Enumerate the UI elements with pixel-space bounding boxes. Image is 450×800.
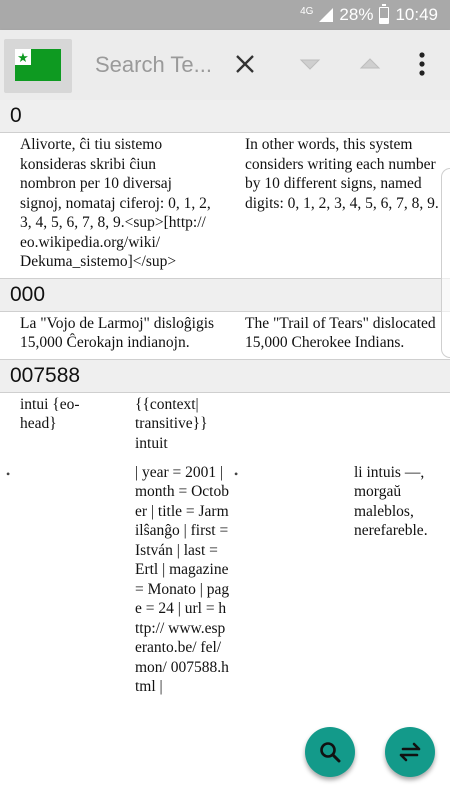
swap-icon	[397, 740, 423, 764]
close-icon[interactable]	[231, 50, 259, 78]
network-type: 4G	[300, 5, 314, 17]
signal-icon	[319, 8, 333, 22]
more-options-icon[interactable]	[408, 50, 436, 78]
esperanto-text: Alivorte, ĉi tiu sistemo konsideras skribi ĉiun nombron per 10 diversaj signoj, nomataj ciferoj: 0, 1, 2, 3, 4, 5, 6, 7, 8, 9.<sup>[http:// eo.wikipedia.org/wiki/ Dekuma_sistemo]</sup>	[20, 136, 211, 270]
language-button[interactable]	[4, 39, 72, 93]
translation-grid	[0, 393, 450, 753]
term-header: 007588	[0, 360, 450, 393]
translation-row	[0, 133, 450, 278]
battery-icon	[379, 7, 389, 24]
search-input[interactable]: Search Te...	[95, 52, 212, 77]
status-bar	[0, 0, 450, 30]
citation-text: | year = 2001 | month = October | title = Jarmilŝanĝo | first = István | last = Ertl | magazine = Monato | page = 24 | url = http:// www.esperanto.be/ fel/mon/ 007588.html |	[135, 463, 230, 695]
term-header: 0	[0, 100, 450, 133]
side-panel-handle[interactable]	[441, 168, 450, 358]
english-head: {{context| transitive}} intuit	[135, 395, 208, 452]
swap-fab[interactable]	[385, 727, 435, 777]
chevron-up-icon[interactable]	[356, 50, 384, 78]
battery-percent: 28%	[339, 5, 374, 24]
chevron-down-icon[interactable]	[296, 50, 324, 78]
clock: 10:49	[395, 5, 438, 24]
english-text: In other words, this system considers writing each number by 10 different signs, named digits: 0, 1, 2, 3, 4, 5, 6, 7, 8, 9.	[245, 136, 439, 212]
translation-row	[0, 312, 450, 359]
term-header: 000	[0, 279, 450, 312]
esperanto-flag-icon: ★	[15, 49, 61, 81]
toolbar	[0, 30, 450, 100]
example-text: li intuis —, morgaŭ maleblos, nerefareble.	[354, 463, 428, 539]
status-right	[300, 5, 438, 25]
esperanto-head: intui {eo-head}	[20, 395, 80, 432]
search-icon	[318, 740, 342, 764]
results-list[interactable]	[0, 100, 450, 800]
english-text: The "Trail of Tears" dislocated 15,000 Cherokee Indians.	[245, 314, 436, 351]
esperanto-text: La "Vojo de Larmoj" disloĝigis 15,000 Ĉerokajn indianojn.	[20, 314, 215, 351]
search-fab[interactable]	[305, 727, 355, 777]
bullet: •	[6, 466, 11, 481]
bullet: •	[234, 466, 239, 481]
